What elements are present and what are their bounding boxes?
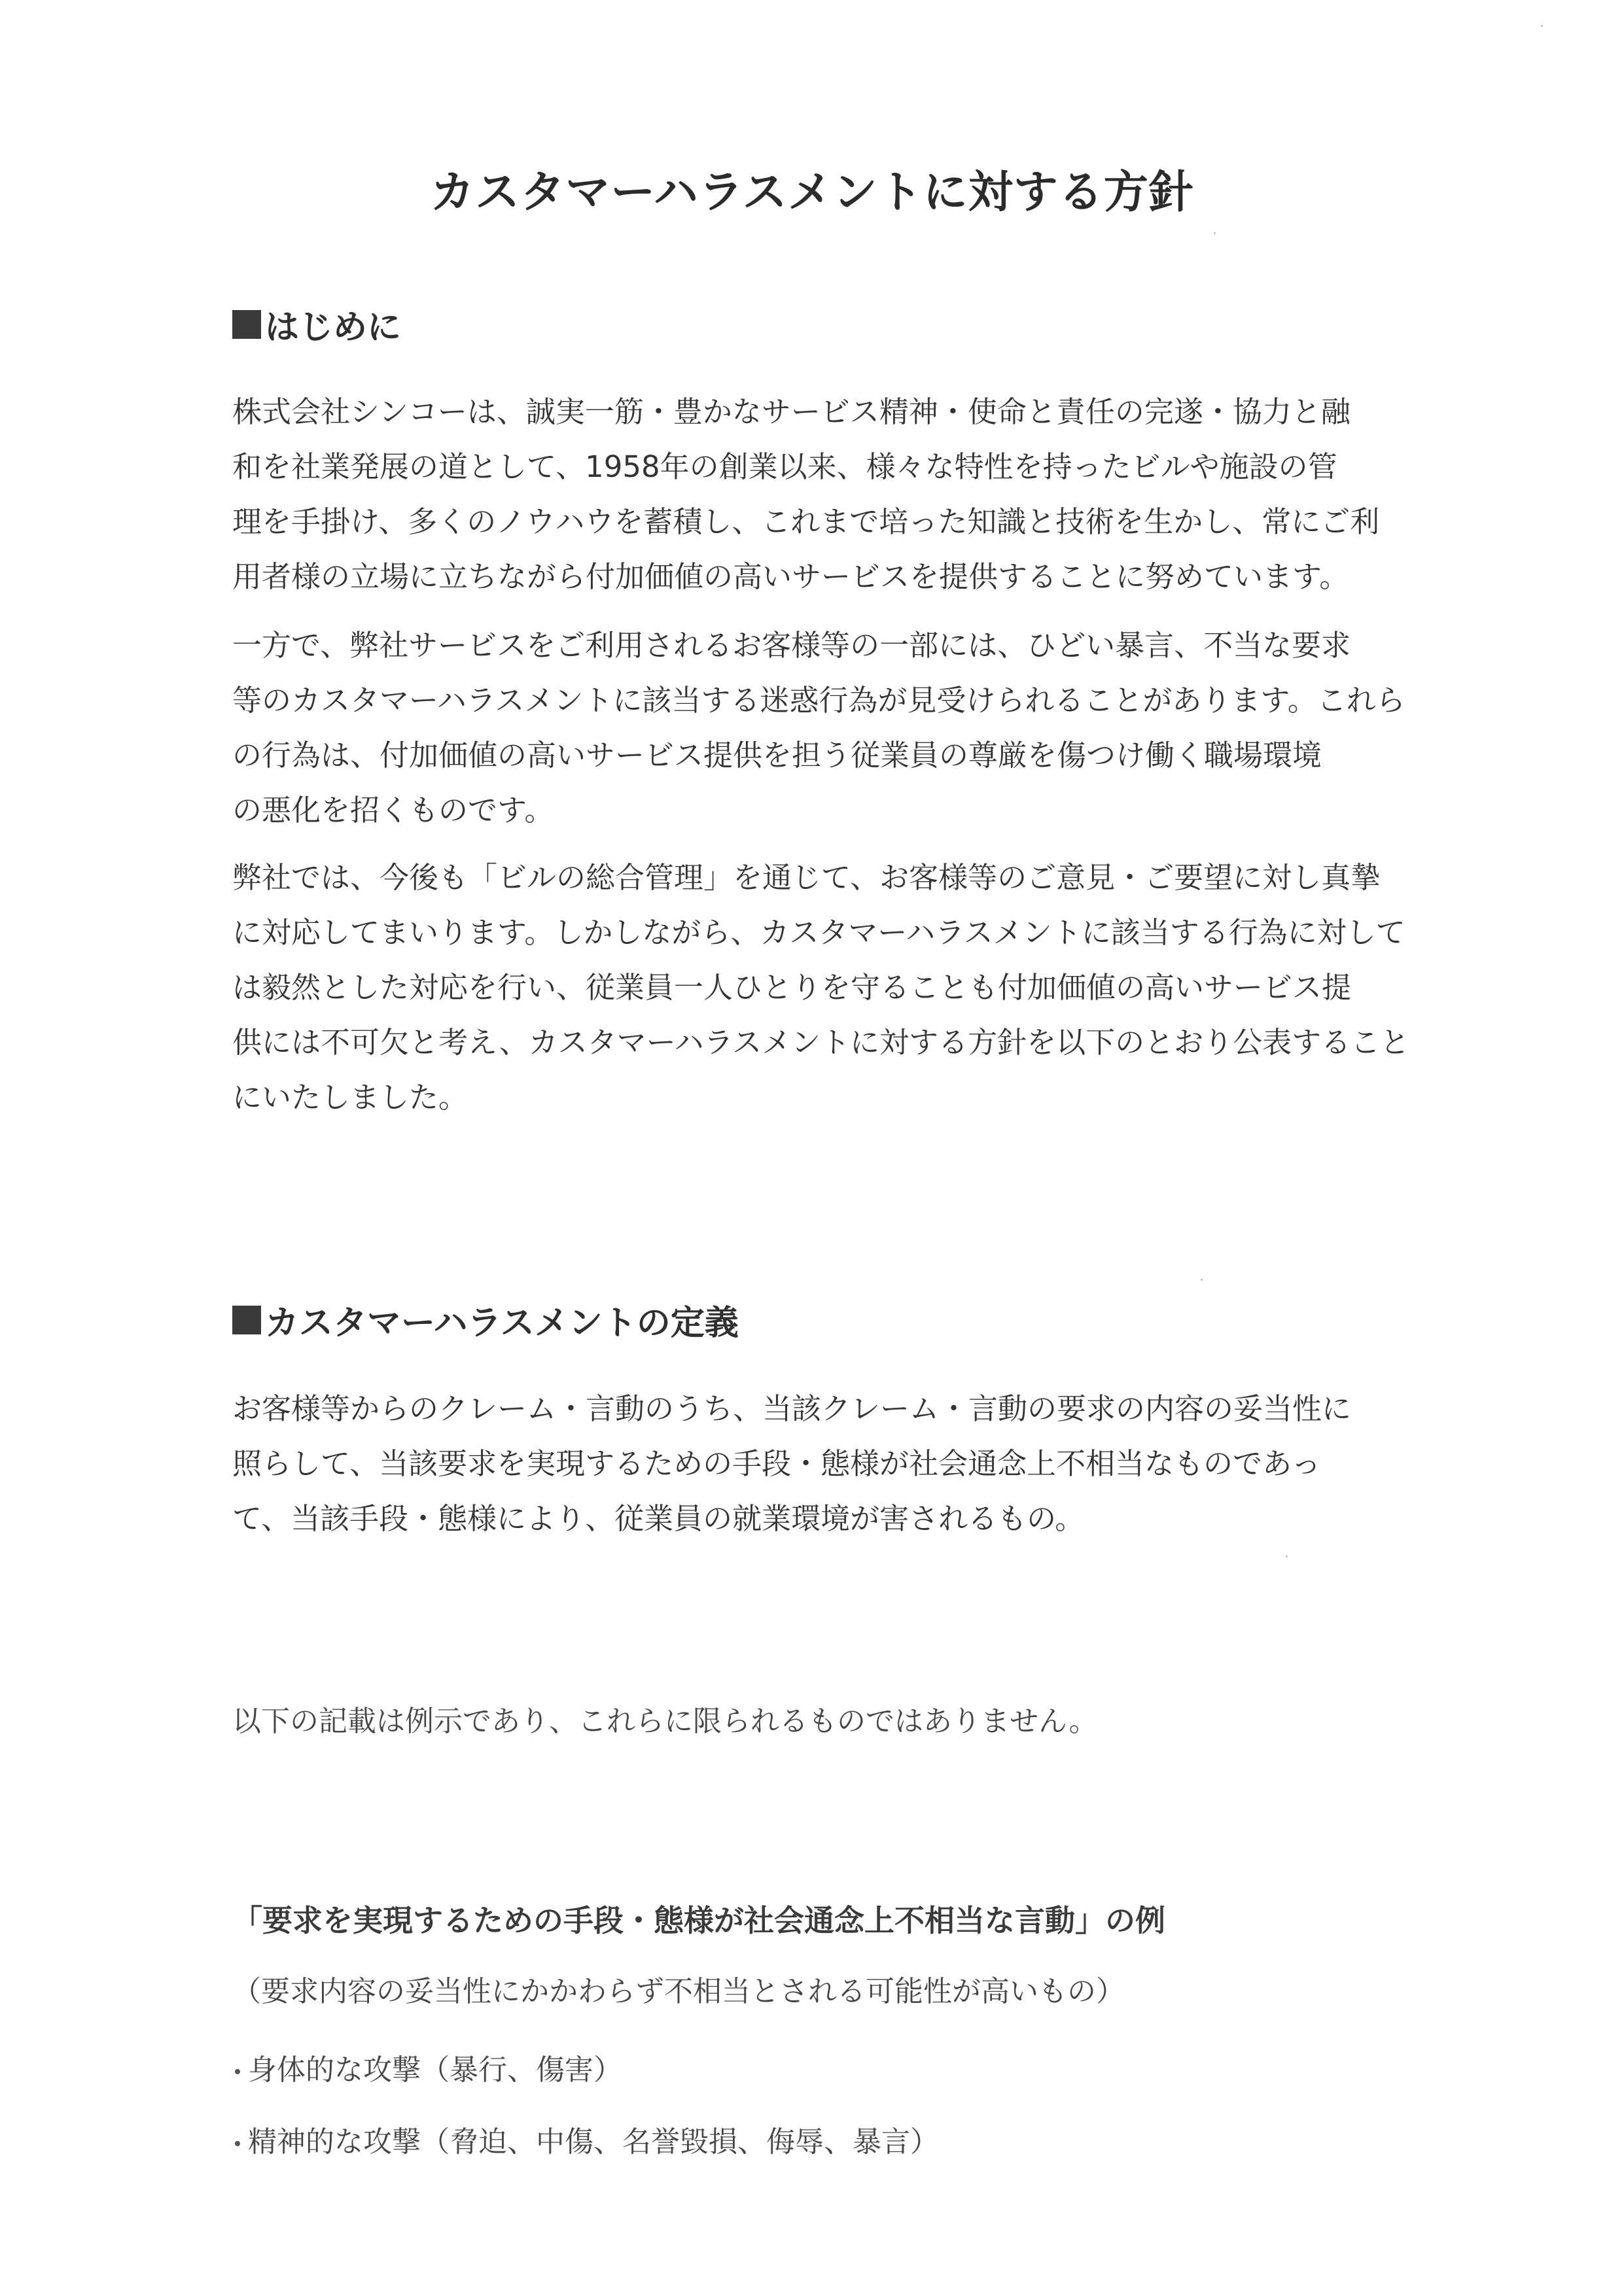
example-item-text: 身体的な攻撃（暴行、傷害） bbox=[248, 2053, 622, 2087]
scan-speck bbox=[1541, 25, 1543, 27]
examples-note: 以下の記載は例示であり、これらに限られるものではありません。 bbox=[232, 1705, 1098, 1738]
text-line: お客様等からのクレーム・言動のうち、当該クレーム・言動の要求の内容の妥当性に bbox=[232, 1391, 1352, 1426]
scan-speck bbox=[1201, 1279, 1203, 1281]
text-line: 一方で、弊社サービスをご利用されるお客様等の一部には、ひどい暴言、不当な要求 bbox=[232, 628, 1351, 663]
intro-paragraph-1 bbox=[232, 385, 1403, 604]
bullet-icon bbox=[235, 2069, 240, 2074]
square-bullet-icon bbox=[232, 310, 261, 339]
text-line: 等のカスタマーハラスメントに該当する迷惑行為が見受けられることがあります。これら bbox=[232, 683, 1405, 718]
scan-speck bbox=[1286, 1556, 1288, 1557]
text-line: 用者様の立場に立ちながら付加価値の高いサービスを提供することに努めています。 bbox=[232, 559, 1349, 594]
section-heading-definition-label: カスタマーハラスメントの定義 bbox=[265, 1304, 739, 1343]
text-line: 理を手掛け、多くのノウハウを蓄積し、これまで培った知識と技術を生かし、常にご利 bbox=[232, 504, 1380, 539]
text-line: 株式会社シンコーは、誠実一筋・豊かなサービス精神・使命と責任の完遂・協力と融 bbox=[232, 394, 1350, 429]
intro-paragraph-3 bbox=[232, 850, 1410, 1125]
text-line: の悪化を招くものです。 bbox=[232, 793, 554, 827]
examples-heading: 「要求を実現するための手段・態様が社会通念上不相当な言動」の例 bbox=[232, 1903, 1165, 1938]
examples-subheading: （要求内容の妥当性にかかわらず不相当とされる可能性が高いもの） bbox=[232, 1975, 1125, 2008]
text-line: の行為は、付加価値の高いサービス提供を担う従業員の尊厳を傷つけ働く職場環境 bbox=[232, 738, 1322, 773]
page-title: カスタマーハラスメントに対する方針 bbox=[430, 167, 1194, 218]
example-item bbox=[232, 2046, 622, 2088]
intro-paragraph-2 bbox=[232, 618, 1403, 838]
text-line: 弊社では、今後も「ビルの総合管理」を通じて、お客様等のご意見・ご要望に対し真摯 bbox=[232, 860, 1381, 895]
text-line: に対応してまいります。しかしながら、カスタマーハラスメントに該当する行為に対して bbox=[232, 915, 1405, 950]
text-line: て、当該手段・態様により、従業員の就業環境が害されるもの。 bbox=[232, 1501, 1085, 1536]
bullet-icon bbox=[235, 2141, 240, 2146]
scan-speck bbox=[1214, 232, 1216, 234]
text-line: にいたしました。 bbox=[232, 1080, 468, 1115]
example-item-text: 精神的な攻撃（脅迫、中傷、名誉毀損、侮辱、暴言） bbox=[248, 2125, 939, 2159]
section-heading-definition bbox=[232, 1295, 739, 1344]
section-heading-intro bbox=[232, 300, 401, 349]
text-line: 和を社業発展の道として、1958年の創業以来、様々な特性を持ったビルや施設の管 bbox=[232, 449, 1337, 484]
text-line: 照らして、当該要求を実現するための手段・態様が社会通念上不相当なものであっ bbox=[232, 1446, 1321, 1481]
section-heading-intro-label: はじめに bbox=[265, 308, 402, 347]
text-line: は毅然とした対応を行い、従業員一人ひとりを守ることも付加価値の高いサービス提 bbox=[232, 970, 1352, 1005]
example-item bbox=[232, 2118, 939, 2160]
square-bullet-icon bbox=[232, 1306, 261, 1334]
text-line: 供には不可欠と考え、カスタマーハラスメントに対する方針を以下のとおり公表すること bbox=[232, 1025, 1410, 1060]
definition-paragraph bbox=[232, 1382, 1403, 1546]
